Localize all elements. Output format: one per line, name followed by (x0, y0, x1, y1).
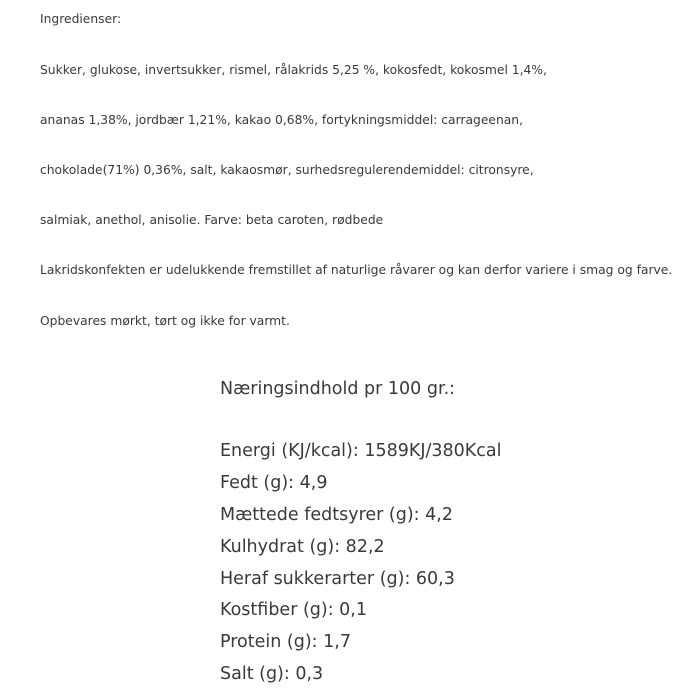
ingredients-line-4: salmiak, anethol, anisolie. Farve: beta caroten, rødbede (40, 213, 384, 227)
nutrition-title: Næringsindhold pr 100 gr.: (220, 379, 456, 399)
nutrition-row-salt: Salt (g): 0,3 (220, 664, 324, 684)
nutrition-row-carbohydrate: Kulhydrat (g): 82,2 (220, 537, 385, 557)
nutrition-row-saturated-fat: Mættede fedtsyrer (g): 4,2 (220, 505, 453, 525)
ingredients-line-2: ananas 1,38%, jordbær 1,21%, kakao 0,68%, fortykningsmiddel: carrageenan, (40, 113, 523, 127)
nutrition-row-fat: Fedt (g): 4,9 (220, 473, 328, 493)
ingredients-line-1: Sukker, glukose, invertsukker, rismel, rålakrids 5,25 %, kokosfedt, kokosmel 1,4%, (40, 63, 547, 77)
product-note: Lakridskonfekten er udelukkende fremstillet af naturlige råvarer og kan derfor variere i smag og farve. (40, 263, 673, 277)
nutrition-row-protein: Protein (g): 1,7 (220, 632, 351, 652)
storage-instructions: Opbevares mørkt, tørt og ikke for varmt. (40, 314, 290, 328)
nutrition-row-sugars: Heraf sukkerarter (g): 60,3 (220, 569, 455, 589)
ingredients-line-3: chokolade(71%) 0,36%, salt, kakaosmør, surhedsregulerendemiddel: citronsyre, (40, 163, 534, 177)
nutrition-row-energy: Energi (KJ/kcal): 1589KJ/380Kcal (220, 441, 502, 461)
ingredients-heading: Ingredienser: (40, 12, 122, 26)
nutrition-row-fiber: Kostfiber (g): 0,1 (220, 600, 367, 620)
